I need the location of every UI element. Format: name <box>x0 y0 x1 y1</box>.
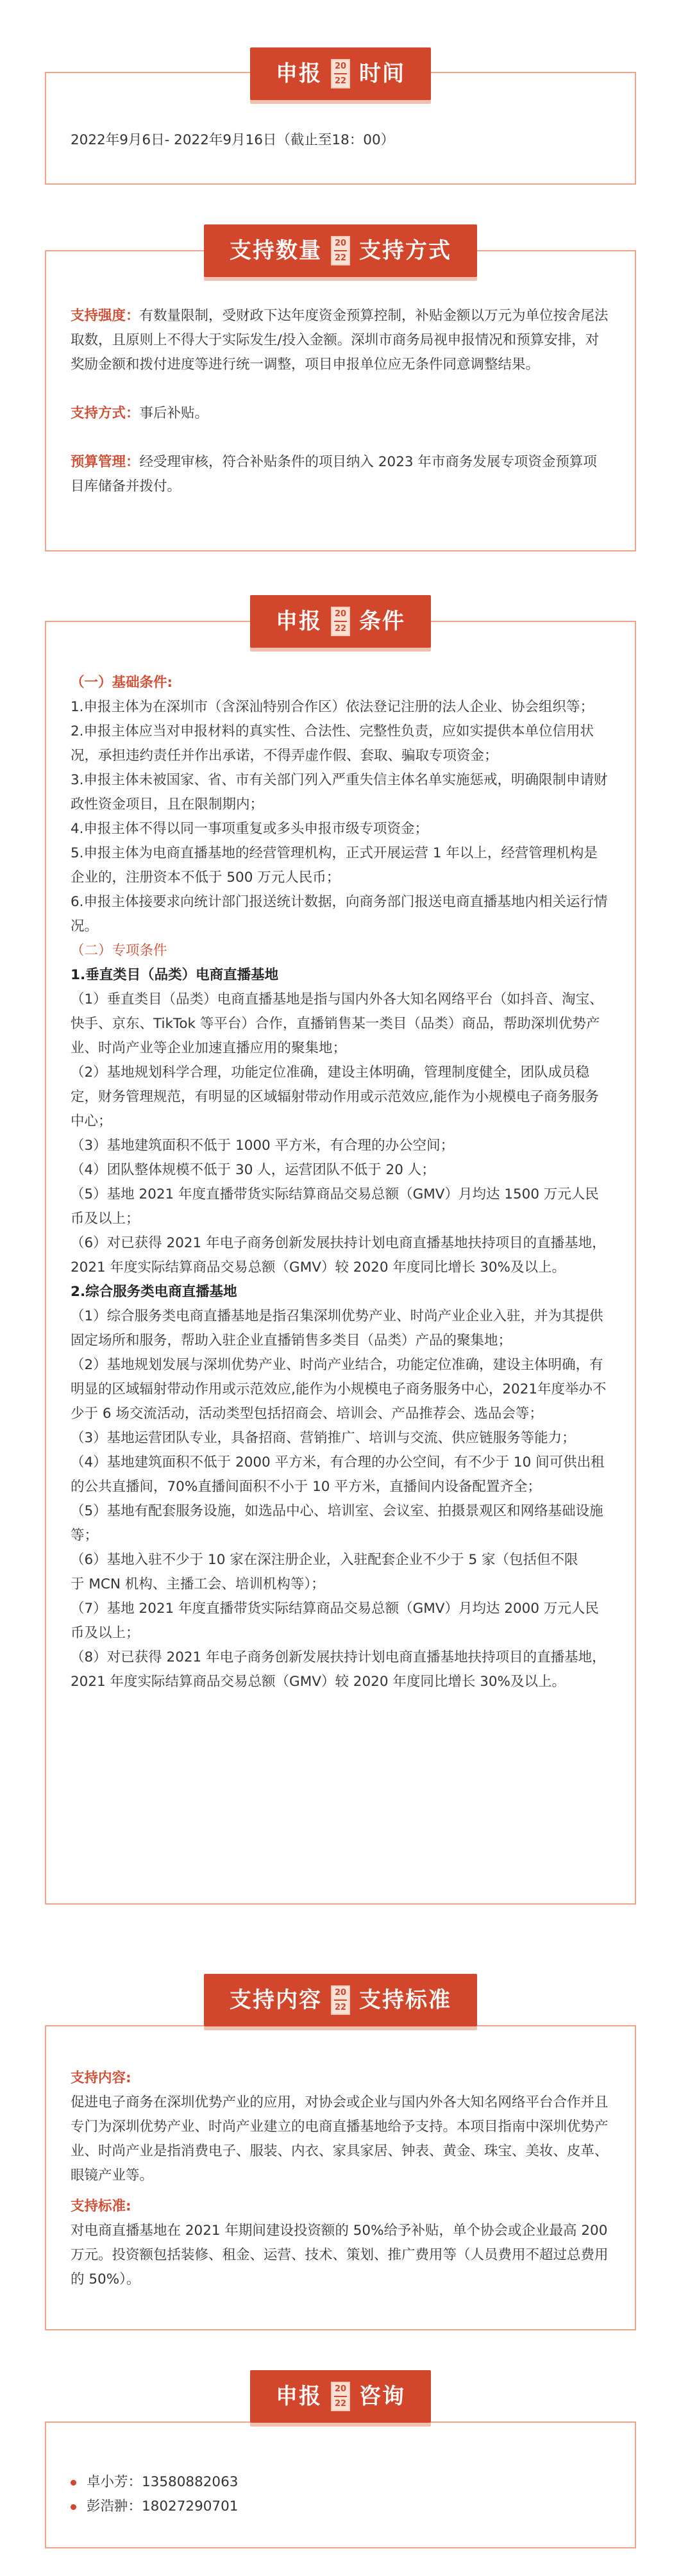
contact-item <box>71 2470 610 2495</box>
special-conditions-label: （二）专项条件 <box>71 943 167 959</box>
comprehensive-item: （7）基地 2021 年度直播带货实际结算商品交易总额（GMV）月均达 2000 万元人民币及以上； <box>71 1601 599 1641</box>
time-banner <box>250 47 431 100</box>
standard-label: 支持标准: <box>71 2198 131 2214</box>
vertical-item: （6）对已获得 2021 年电子商务创新发展扶持计划电商直播基地扶持项目的直播基地，2021 年度实际结算商品交易总额（GMV）较 2020 年度同比增长 30%及以上。 <box>71 1235 606 1275</box>
conditions-banner <box>250 595 431 648</box>
budget-label: 预算管理： <box>71 454 140 470</box>
bullet-dot-icon <box>71 2504 76 2510</box>
comprehensive-item: （4）基地建筑面积不低于 2000 平方米，有合理的办公空间，有不少于 10 间可供出租的公共直播间，70%直播间面积不小于 10 平方米，直播间内设备配置齐全； <box>71 1454 605 1495</box>
conditions-title-left: 申报 <box>276 609 322 634</box>
support-title-left: 支持数量 <box>230 238 322 264</box>
standard-text: 对电商直播基地在 2021 年期间建设投资额的 50%给予补贴，单个协会或企业最高 200 万元。投资额包括装修、租金、运营、技术、策划、推广费用等（人员费用不超过总费用的 50%）。 <box>71 2223 609 2287</box>
support-method <box>71 401 610 426</box>
time-title-left: 申报 <box>276 61 322 87</box>
support-strength-label: 支持强度： <box>71 308 140 324</box>
content-text: 促进电子商务在深圳优势产业的应用，对协会或企业与国内外各大知名网络平台合作并且专门为深圳优势产业、时尚产业建立的电商直播基地给予支持。本项目指南中深圳优势产业、时尚产业是指消费电子、服装、内衣、家具家居、钟表、黄金、珠宝、美妆、皮革、眼镜产业等。 <box>71 2094 609 2184</box>
vertical-item: （5）基地 2021 年度直播带货实际结算商品交易总额（GMV）月均达 1500 万元人民币及以上； <box>71 1186 599 1227</box>
vertical-item: （2）基地规划科学合理，功能定位准确，建设主体明确，管理制度健全，团队成员稳定，财务管理规范，有明显的区域辐射带动作用或示范效应,能作为小规模电子商务服务中心； <box>71 1065 599 1129</box>
conditions-card <box>45 621 636 1905</box>
year-badge: 20 22 <box>331 236 350 265</box>
year-badge: 20 22 <box>331 2382 350 2411</box>
basic-item: 1.申报主体为在深圳市（含深汕特别合作区）依法登记注册的法人企业、协会组织等； <box>71 699 594 715</box>
contact-text: 卓小芳：13580882063 <box>87 2474 239 2490</box>
budget-management <box>71 450 610 499</box>
support-method-label: 支持方式： <box>71 405 140 421</box>
contact-text: 彭浩翀：18027290701 <box>87 2498 239 2514</box>
comprehensive-item: （8）对已获得 2021 年电子商务创新发展扶持计划电商直播基地扶持项目的直播基地，2021 年度实际结算商品交易总额（GMV）较 2020 年度同比增长 30%及以上。 <box>71 1649 606 1690</box>
support-title-right: 支持方式 <box>359 238 451 264</box>
comprehensive-item: 于 MCN 机构、主播工会、培训机构等）； <box>71 1576 325 1592</box>
consult-card <box>45 2421 636 2548</box>
consult-title-right: 咨询 <box>359 2384 405 2409</box>
comprehensive-item: （6）基地入驻不少于 10 家在深注册企业，入驻配套企业不少于 5 家（包括但不限 <box>71 1552 578 1568</box>
bullet-dot-icon <box>71 2480 76 2486</box>
content-title-left: 支持内容 <box>230 1987 322 2013</box>
content-title-right: 支持标准 <box>359 1987 451 2013</box>
support-strength <box>71 304 610 377</box>
consult-banner <box>250 2370 431 2423</box>
budget-text: 经受理审核，符合补贴条件的项目纳入 2023 年市商务发展专项资金预算项目库储备并拨付。 <box>71 454 597 494</box>
basic-item: 6.申报主体接要求向统计部门报送统计数据，向商务部门报送电商直播基地内相关运行情况。 <box>71 894 608 934</box>
comprehensive-item: （3）基地运营团队专业，具备招商、营销推广、培训与交流、供应链服务等能力； <box>71 1430 576 1446</box>
basic-item: 2.申报主体应当对申报材料的真实性、合法性、完整性负责，应如实提供本单位信用状况，承担违约责任并作出承诺，不得弄虚作假、套取、骗取专项资金； <box>71 723 594 764</box>
content-label: 支持内容: <box>71 2070 131 2086</box>
content-card <box>45 2025 636 2330</box>
basic-item: 5.申报主体为电商直播基地的经营管理机构，正式开展运营 1 年以上，经营管理机构是企业的，注册资本不低于 500 万元人民币； <box>71 845 598 886</box>
vertical-item: （4）团队整体规模不低于 30 人，运营团队不低于 20 人； <box>71 1162 435 1178</box>
year-badge: 20 22 <box>331 1985 350 2015</box>
basic-conditions-label: （一）基础条件: <box>71 675 173 691</box>
vertical-item: （1）垂直类目（品类）电商直播基地是指与国内外各大知名网络平台（如抖音、淘宝、快手、京东、TikTok 等平台）合作，直播销售某一类目（品类）商品，帮助深圳优势产业、时尚产业等企业加速直播应用的聚集地； <box>71 991 603 1056</box>
year-badge: 20 22 <box>331 607 350 636</box>
comprehensive-item: （5）基地有配套服务设施，如选品中心、培训室、会议室、拍摄景观区和网络基础设施等； <box>71 1503 603 1544</box>
vertical-item: （3）基地建筑面积不低于 1000 平方米，有合理的办公空间； <box>71 1138 455 1154</box>
support-card <box>45 250 636 551</box>
year-badge: 20 22 <box>331 59 350 88</box>
consult-title-left: 申报 <box>276 2384 322 2409</box>
comprehensive-item: （1）综合服务类电商直播基地是指召集深圳优势产业、时尚产业企业入驻，并为其提供固定场所和服务，帮助入驻企业直播销售多类目（品类）产品的聚集地； <box>71 1308 603 1349</box>
contact-item <box>71 2495 610 2519</box>
basic-item: 4.申报主体不得以同一事项重复或多头申报市级专项资金； <box>71 821 429 837</box>
time-content: 2022年9月6日- 2022年9月16日（截止至18：00） <box>71 132 395 148</box>
time-title-right: 时间 <box>359 61 405 87</box>
content-banner <box>204 1974 477 2026</box>
support-method-text: 事后补贴。 <box>139 405 209 421</box>
vertical-base-title: 1.垂直类目（品类）电商直播基地 <box>71 967 279 983</box>
support-banner <box>204 224 477 277</box>
conditions-title-right: 条件 <box>359 609 405 634</box>
comprehensive-item: （2）基地规划发展与深圳优势产业、时尚产业结合，功能定位准确，建设主体明确，有明显的区域辐射带动作用或示范效应,能作为小规模电子商务服务中心，2021年度举办不少于 6 场交流活动，活动类型包括招商会、培训会、产品推荐会、选品会等； <box>71 1357 607 1422</box>
comprehensive-base-title: 2.综合服务类电商直播基地 <box>71 1284 237 1300</box>
basic-item: 3.申报主体未被国家、省、市有关部门列入严重失信主体名单实施惩戒，明确限制申请财政性资金项目，且在限制期内； <box>71 772 608 812</box>
support-strength-text: 有数量限制，受财政下达年度资金预算控制，补贴金额以万元为单位按舍尾法取数，且原则上不得大于实际发生/投入金额。深圳市商务局视申报情况和预算安排，对奖励金额和拨付进度等进行统一调整，项目申报单位应无条件同意调整结果。 <box>71 308 609 373</box>
